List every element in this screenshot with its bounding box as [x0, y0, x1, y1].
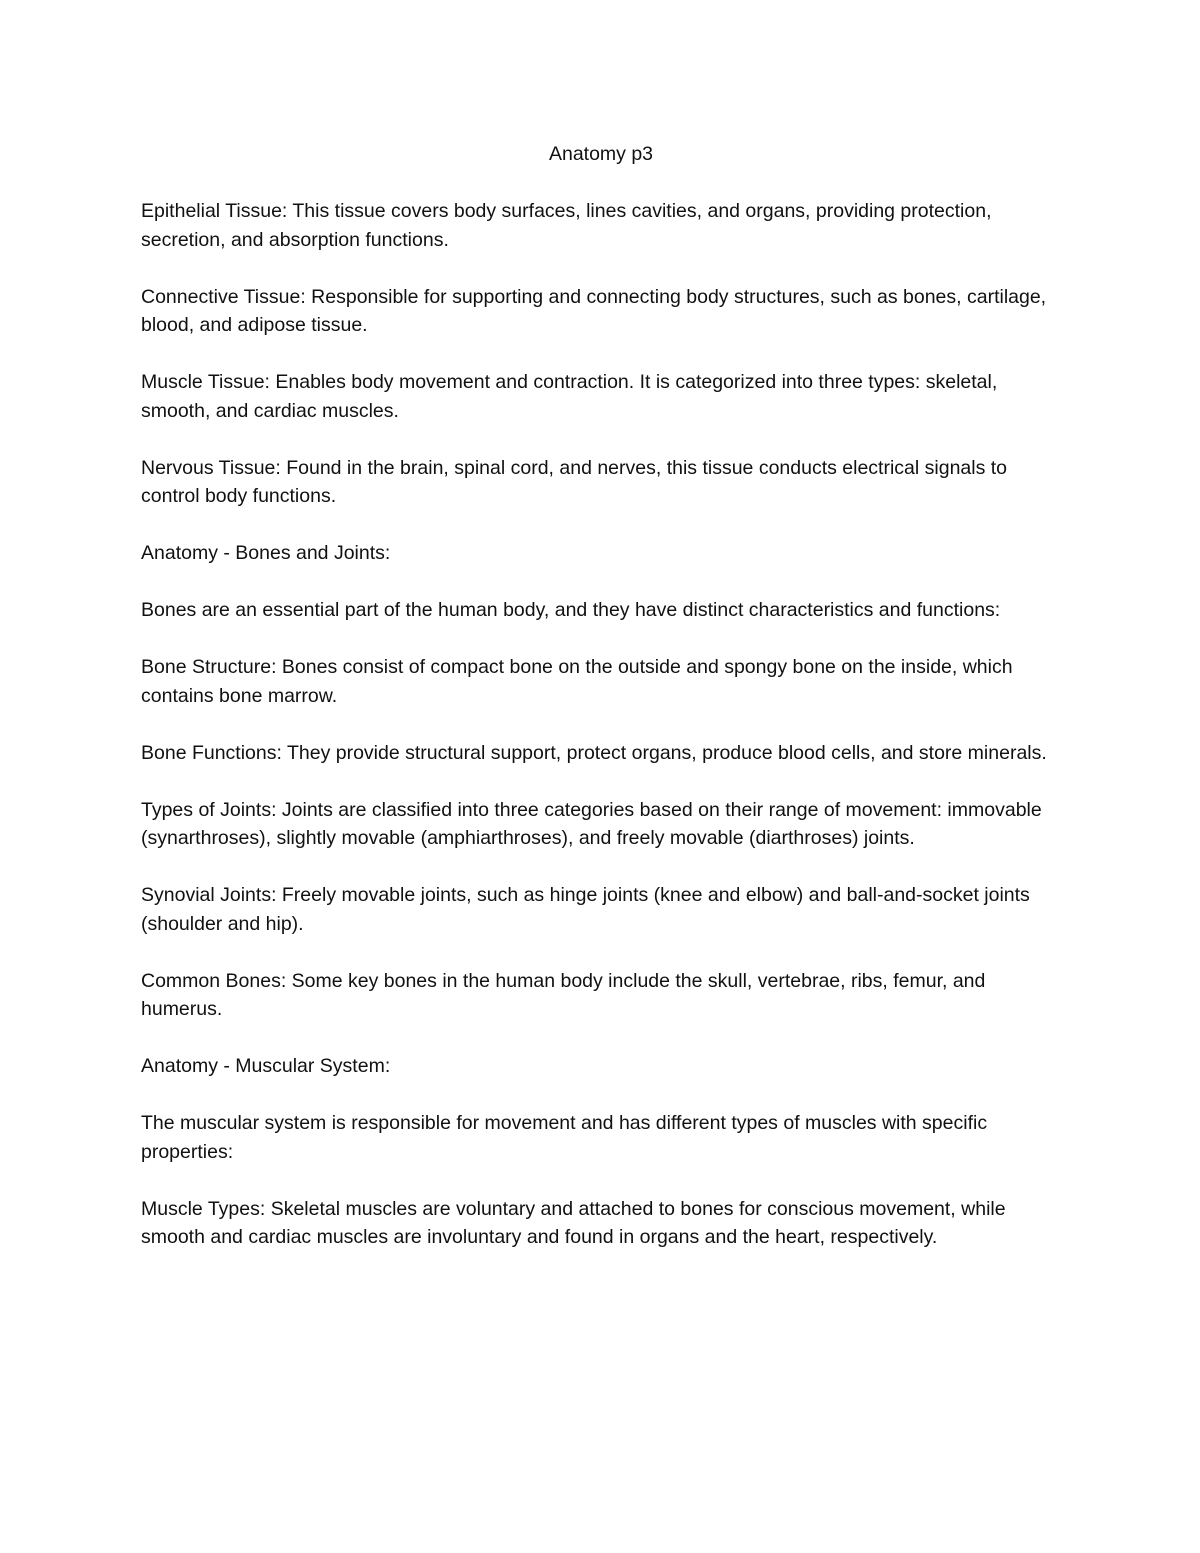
paragraph-bone-functions: Bone Functions: They provide structural support, protect organs, produce blood cells, and store minerals.: [141, 741, 1047, 764]
paragraph-synovial-joints: Synovial Joints: Freely movable joints, such as hinge joints (knee and elbow) and ball-and-socket joints (shoulder and hip).: [141, 884, 1030, 935]
paragraph-muscle-types: Muscle Types: Skeletal muscles are voluntary and attached to bones for conscious movement, while smooth and cardiac muscles are involuntary and found in organs and the heart, respectively.: [141, 1197, 1006, 1248]
paragraph-nervous-tissue: Nervous Tissue: Found in the brain, spinal cord, and nerves, this tissue conducts electrical signals to control body functions.: [141, 456, 1008, 507]
paragraph-bones-intro: Bones are an essential part of the human body, and they have distinct characteristics and functions:: [141, 599, 1001, 621]
paragraph-connective-tissue: Connective Tissue: Responsible for supporting and connecting body structures, such as bones, cartilage, blood, and adipose tissue.: [141, 285, 1047, 336]
paragraph-bone-structure: Bone Structure: Bones consist of compact bone on the outside and spongy bone on the inside, which contains bone marrow.: [141, 656, 1013, 707]
section-heading-bones-joints: Anatomy - Bones and Joints:: [141, 542, 391, 564]
paragraph-muscular-intro: The muscular system is responsible for movement and has different types of muscles with specific properties:: [141, 1112, 988, 1163]
paragraph-common-bones: Common Bones: Some key bones in the human body include the skull, vertebrae, ribs, femur, and humerus.: [141, 969, 986, 1020]
paragraph-epithelial-tissue: Epithelial Tissue: This tissue covers body surfaces, lines cavities, and organs, providing protection, secretion, and absorption functions.: [141, 200, 992, 251]
section-heading-muscular-system: Anatomy - Muscular System:: [141, 1055, 391, 1077]
document-title: Anatomy p3: [548, 143, 654, 165]
document-body: [141, 140, 1061, 1280]
paragraph-muscle-tissue: Muscle Tissue: Enables body movement and contraction. It is categorized into three types: skeletal, smooth, and cardiac muscles.: [141, 371, 998, 422]
paragraph-types-of-joints: Types of Joints: Joints are classified into three categories based on their range of movement: immovable (synarthroses), slightly movable (amphiarthroses), and freely movable (diarthroses) joints.: [141, 798, 1042, 849]
